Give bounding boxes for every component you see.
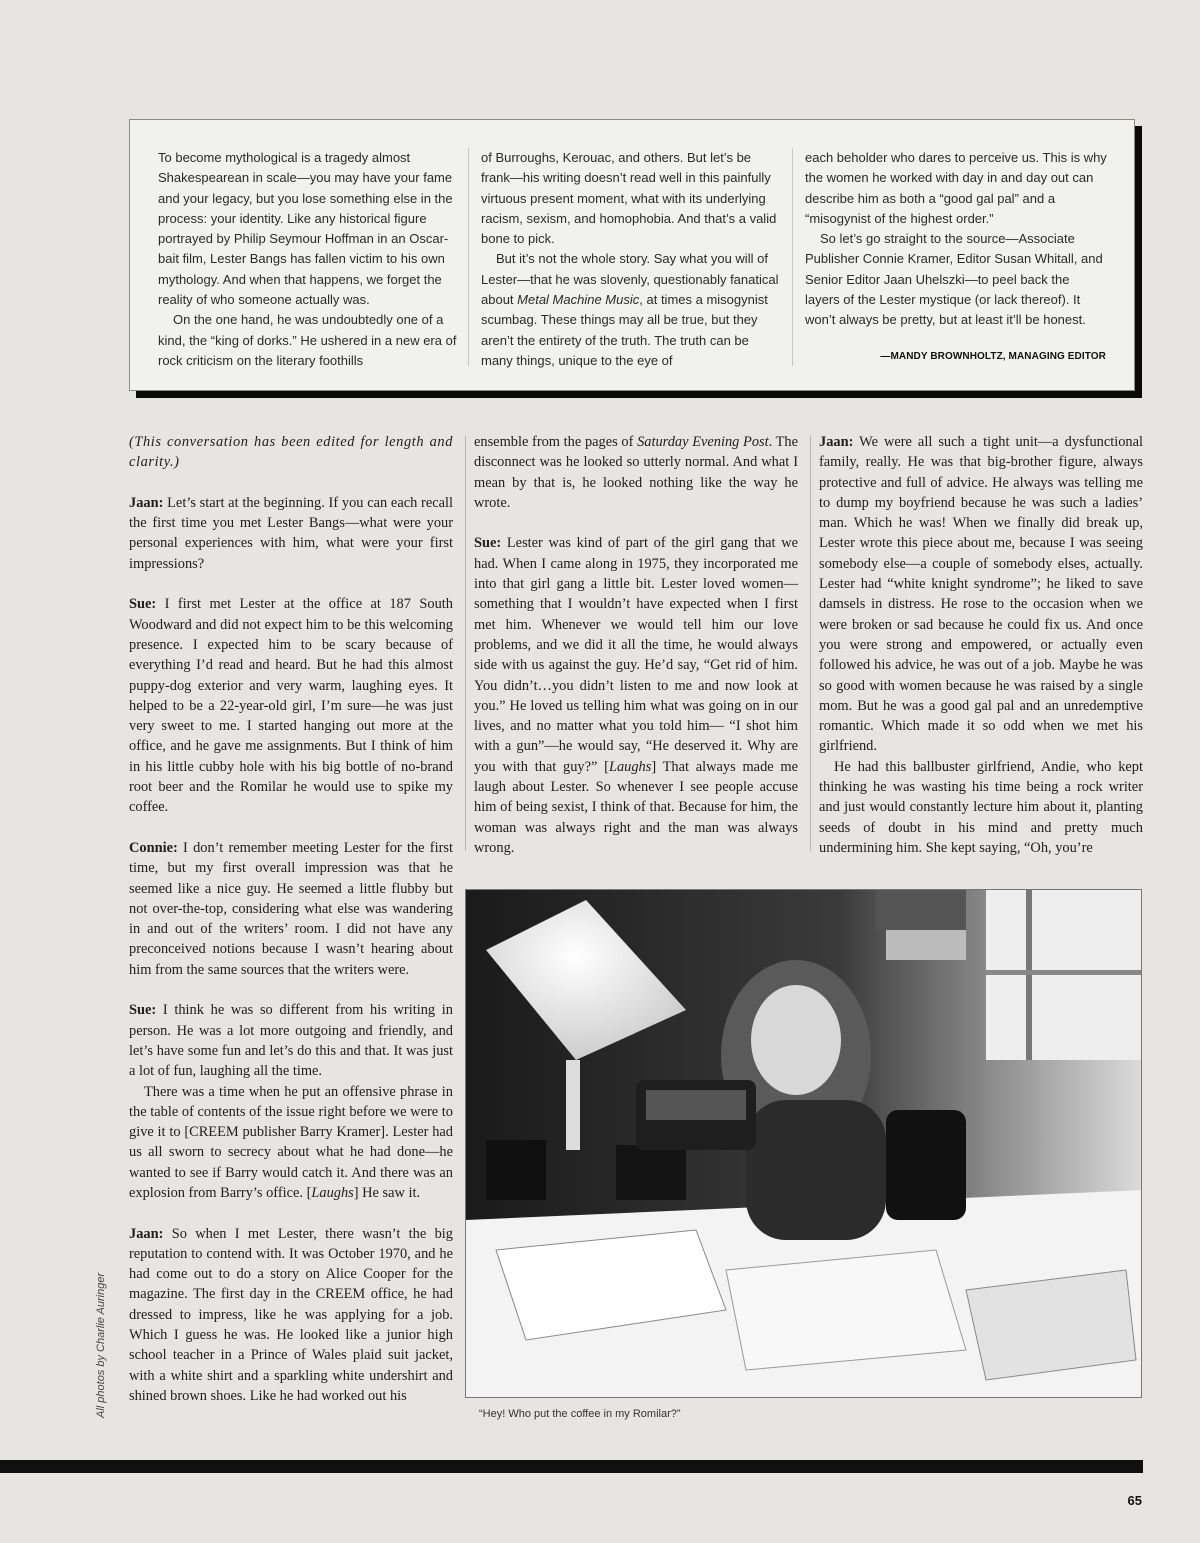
body-column-1 — [129, 432, 453, 1427]
speaker-label: Jaan: — [129, 1225, 164, 1242]
interview-paragraph — [474, 432, 798, 513]
text-run: There was a time when he put an offensive phrase in the table of contents of the issue right before we were to give it to [CREEM publisher Barry Kramer]. Lester had us all sworn to secrecy about what he had done—he wanted to see if Barry would catch it. And there was an explosion from Barry’s office. [ — [129, 1083, 453, 1201]
column-divider — [465, 436, 466, 851]
laughs-note: Laughs — [608, 758, 652, 775]
photo-caption: “Hey! Who put the coffee in my Romilar?” — [479, 1408, 681, 1420]
text-run: I first met Lester at the office at 187 South Woodward and did not expect him to be this welcoming presence. I expected him to be scary because of everything I’d read and heard. But he had this almost puppy-dog exterior and very warm, laughing eyes. It helped to be a 22-year-old girl, I’m sure—he was just very sweet to me. I started hanging out more at the office, and he gave me assignments. But I think of him in his little cubby hole with his big bottle of no-brand root beer and the Romilar he would use to spike my coffee. — [129, 596, 453, 816]
intro-paragraph: On the one hand, he was undoubtedly one of a kind, the “king of dorks.” He ushered in a new era of rock criticism on the literary foothills — [158, 312, 457, 368]
speaker-label: Sue: — [129, 596, 157, 613]
text-run: Let’s start at the beginning. If you can each recall the first time you met Lester Bangs—what were your personal experiences with him, what were your first impressions? — [129, 494, 453, 572]
interview-paragraph — [129, 1000, 453, 1081]
interview-paragraph — [129, 594, 453, 817]
speaker-label: Sue: — [474, 535, 502, 552]
text-run: ensemble from the pages of — [474, 434, 638, 450]
text-run: We were all such a tight unit—a dysfunctional family, really. He was that big-brother figure, always protective and full of advice. He always was telling me to dump my boyfriend because he was such a ladies’ man. Which he was! When we finally did break up, Lester wrote this piece about me, because I was seeing somebody else—a couple of somebody elses, actually. Lester had “white knight syndrome”; he liked to save damsels in distress. He rose to the occasion when we were broken or sad because he could fix us. And once you were strong and empowered, or actually even followed his advice, he was out of a job. Maybe he was so good with women because he was raised by a single mom. But he was a good gal pal and an unredemptive romantic. Which made it so odd when we met his girlfriend. — [819, 434, 1143, 755]
italic-title: Saturday Evening Post — [637, 434, 769, 450]
text-run: ] He saw it. — [353, 1184, 421, 1201]
text-run: . The disconnect was he looked so utterly normal. And what I mean by that is, he looked nothing like the way he wrote. — [474, 434, 799, 511]
column-divider — [468, 148, 469, 366]
intro-paragraph — [481, 249, 783, 371]
intro-paragraph: So let’s go straight to the source—Associate Publisher Connie Kramer, Editor Susan Whitall, and Senior Editor Jaan Uhelszki—to peel back the layers of the Lester mystique (or lack thereof). It won’t always be pretty, but at least it’ll be honest. — [805, 231, 1103, 328]
intro-paragraph: To become mythological is a tragedy almost Shakespearean in scale—you may have your fame and your legacy, but you lose something else in the process: your identity. Like any historical figure portrayed by Philip Seymour Hoffman in an Oscar-bait film, Lester Bangs has fallen victim to his own mythology. And when that happens, we forget the reality of who someone actually was. — [158, 150, 453, 308]
italic-title: Metal Machine Music — [517, 292, 640, 308]
editor-note: (This conversation has been edited for length and clarity.) — [129, 434, 453, 471]
interview-paragraph — [474, 533, 798, 858]
photo-illustration — [466, 890, 1142, 1398]
text-run: , at times a misogynist scumbag. These things may all be true, but they aren’t the entirety of the truth. The truth can be many things, unique to the eye of — [481, 292, 768, 368]
text-run: ] That always made me laugh about Lester. So whenever I see people accuse him of being sexist, I think of that. Because for him, the woman was always right and the man was always wrong. — [474, 758, 798, 856]
intro-paragraph: each beholder who dares to perceive us. This is why the women he worked with day in and day out can describe him as both a “good gal pal” and a “misogynist of the highest order.” — [805, 150, 1107, 226]
intro-paragraph: of Burroughs, Kerouac, and others. But let’s be frank—his writing doesn’t read well in this painfully virtuous present moment, what with its underlying racism, sexism, and homophobia. And that’s a valid bone to pick. — [481, 150, 777, 247]
speaker-label: Connie: — [129, 839, 178, 856]
interview-paragraph — [129, 1082, 453, 1204]
speaker-label: Sue: — [129, 1002, 157, 1019]
text-run: So when I met Lester, there wasn’t the big reputation to contend with. It was October 1970, and he had come out to do a story on Alice Cooper for the magazine. The first day in the CREEM office, he had dressed to impress, like he was applying for a job. Which I guess he was. He looked like a junior high school teacher in a Prince of Wales plaid suit jacket, with a white shirt and a sparkling white undershirt and shined brown shoes. Like he had worked out his — [129, 1225, 453, 1404]
interview-paragraph — [129, 493, 453, 574]
column-divider — [810, 436, 811, 851]
speaker-label: Jaan: — [819, 434, 854, 450]
intro-box — [129, 119, 1135, 391]
text-run: Lester was kind of part of the girl gang that we had. When I came along in 1975, they incorporated me into that girl gang a little bit. Lester loved women—something that I wouldn’t have expected when I first met him. Whenever we would tell him our love problems, and we did it all the time, he would always side with us against the guy. He’d say, “Get rid of him. You didn’t…you didn’t listen to me and now look at you.” He loved us telling him what was going on in our lives, and no matter what you told him— “I shot him with a gun”—he would say, “He deserved it. Why are you with that guy?” [ — [474, 535, 798, 775]
interview-paragraph — [129, 1224, 453, 1407]
text-run: I think he was so different from his writing in person. He was a lot more outgoing and friendly, and let’s have some fun and let’s do this and that. It was just a lot of fun, laughing all the time. — [129, 1002, 453, 1080]
interview-paragraph — [819, 432, 1143, 757]
laughs-note: Laughs — [311, 1184, 354, 1201]
office-photo — [465, 889, 1142, 1398]
page-number: 65 — [1127, 1493, 1142, 1508]
text-run: But it’s not the whole story. Say what you will of Lester—that he was slovenly, questionably fanatical about — [481, 251, 779, 308]
photo-credit: All photos by Charlie Auringer — [95, 1272, 107, 1418]
body-column-2 — [474, 432, 798, 879]
intro-column-1 — [158, 148, 460, 371]
intro-column-3 — [805, 148, 1107, 331]
body-column-3 — [819, 432, 1143, 879]
column-divider — [792, 148, 793, 366]
interview-paragraph — [129, 838, 453, 980]
speaker-label: Jaan: — [129, 494, 164, 511]
footer-bar — [0, 1460, 1143, 1473]
intro-column-2 — [481, 148, 783, 371]
text-run: I don’t remember meeting Lester for the first time, but my first overall impression was that he seemed like a nice guy. He seemed a little flubby but not over-the-top, considering what else was wandering in and out of the writers’ room. I did not have any preconceived notions because I wasn’t hearing about him from the same sources that the writers were. — [129, 839, 453, 978]
interview-paragraph: He had this ballbuster girlfriend, Andie, who kept thinking he was wasting his time being a rock writer and just would constantly lecture him about it, planting seeds of doubt in his mind and pretty much undermining him. She kept saying, “Oh, you’re — [819, 758, 1143, 856]
editor-signature: —MANDY BROWNHOLTZ, MANAGING EDITOR — [880, 351, 1106, 362]
